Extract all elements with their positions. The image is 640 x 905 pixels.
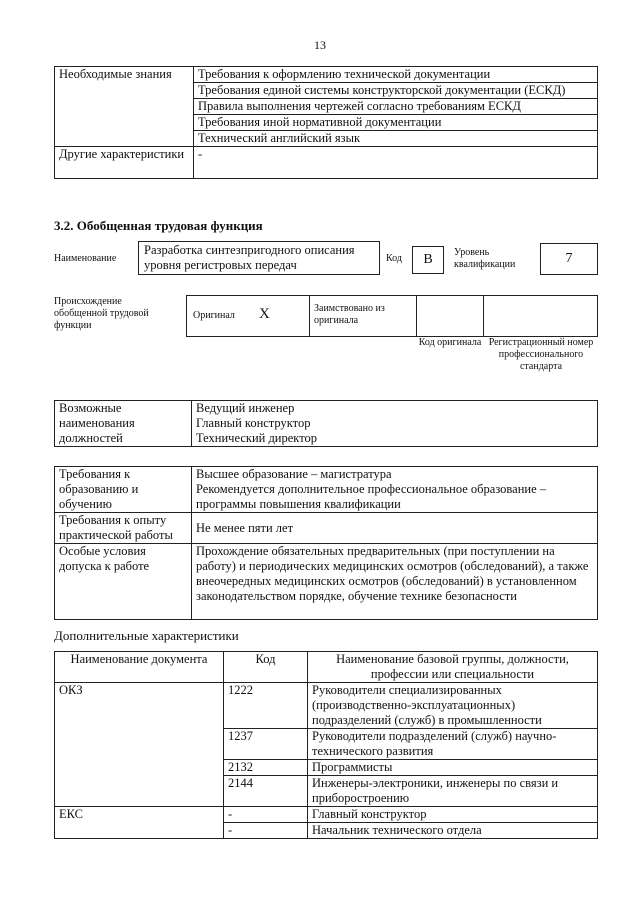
page-number: 13 — [314, 38, 326, 52]
doc-cell: ОКЗ — [55, 683, 224, 807]
code-cell: 1222 — [224, 683, 308, 729]
positions-label: Возможные наименования должностей — [55, 401, 192, 447]
position-item: Технический директор — [196, 431, 317, 445]
original-mark: X — [259, 306, 270, 322]
origin-original-cell — [186, 295, 310, 337]
function-code: B — [412, 246, 444, 274]
level-value: 7 — [540, 243, 598, 275]
header-name: Наименование базовой группы, должности, профессии или специальности — [308, 652, 598, 683]
positions-table — [54, 400, 598, 447]
additional-title: Дополнительные характеристики — [54, 628, 239, 643]
code-original-cell — [416, 295, 484, 337]
level-label: Уровень квалификации — [454, 247, 516, 270]
name-cell: Руководители подразделений (служб) научно-технического развития — [308, 729, 598, 760]
knowledge-item: Требования единой системы конструкторской документации (ЕСКД) — [194, 83, 598, 99]
name-cell: Главный конструктор — [308, 807, 598, 823]
position-item: Ведущий инженер — [196, 401, 295, 415]
name-cell: Инженеры-электроники, инженеры по связи и приборостроению — [308, 776, 598, 807]
knowledge-label: Необходимые знания — [55, 67, 194, 147]
knowledge-table — [54, 66, 598, 179]
position-item: Главный конструктор — [196, 416, 311, 430]
code-cell: - — [224, 807, 308, 823]
function-name: Разработка синтезпригодного описания уровня регистровых передач — [138, 241, 380, 275]
header-document: Наименование документа — [55, 652, 224, 683]
section-heading: 3.2. Обобщенная трудовая функция — [54, 218, 263, 233]
req-label: Требования к опыту практической работы — [55, 513, 192, 544]
name-cell: Программисты — [308, 760, 598, 776]
doc-cell: ЕКС — [55, 807, 224, 839]
code-cell: 2144 — [224, 776, 308, 807]
original-label: Оригинал — [193, 310, 235, 321]
borrowed-label: Заимствовано из оригинала — [314, 303, 385, 326]
code-original-label: Код оригинала — [418, 337, 482, 348]
req-value: Прохождение обязательных предварительных (при поступлении на работу) и периодических медицинских осмотров (обследований), а также внеочередных медицинских осмотров (обследований) в установленном законодательством порядке, обучение технике безопасности — [192, 544, 598, 620]
code-cell: - — [224, 823, 308, 839]
other-characteristics-value: - — [194, 147, 598, 179]
req-value: Высшее образование – магистратура Рекомендуется дополнительное профессиональное образование – программы повышения квалификации — [192, 467, 598, 513]
requirements-table — [54, 466, 598, 620]
reg-number-label: Регистрационный номер профессионального стандарта — [488, 337, 594, 372]
req-label: Особые условия допуска к работе — [55, 544, 192, 620]
origin-borrowed-cell — [309, 295, 417, 337]
knowledge-item: Технический английский язык — [194, 131, 598, 147]
origin-label: Происхождение обобщенной трудовой функции — [54, 296, 149, 331]
name-label: Наименование — [54, 253, 117, 264]
knowledge-item: Правила выполнения чертежей согласно требованиям ЕСКД — [194, 99, 598, 115]
other-characteristics-label: Другие характеристики — [55, 147, 194, 179]
req-value: Не менее пяти лет — [192, 513, 598, 544]
code-cell: 2132 — [224, 760, 308, 776]
code-label: Код — [386, 253, 402, 264]
code-cell: 1237 — [224, 729, 308, 760]
knowledge-item: Требования иной нормативной документации — [194, 115, 598, 131]
req-label: Требования к образованию и обучению — [55, 467, 192, 513]
name-cell: Руководители специализированных (производственно-эксплуатационных) подразделений (служб) в промышленности — [308, 683, 598, 729]
additional-table — [54, 651, 598, 839]
reg-number-cell — [483, 295, 598, 337]
name-cell: Начальник технического отдела — [308, 823, 598, 839]
header-code: Код — [224, 652, 308, 683]
knowledge-item: Требования к оформлению технической документации — [194, 67, 598, 83]
positions-list — [192, 401, 598, 447]
